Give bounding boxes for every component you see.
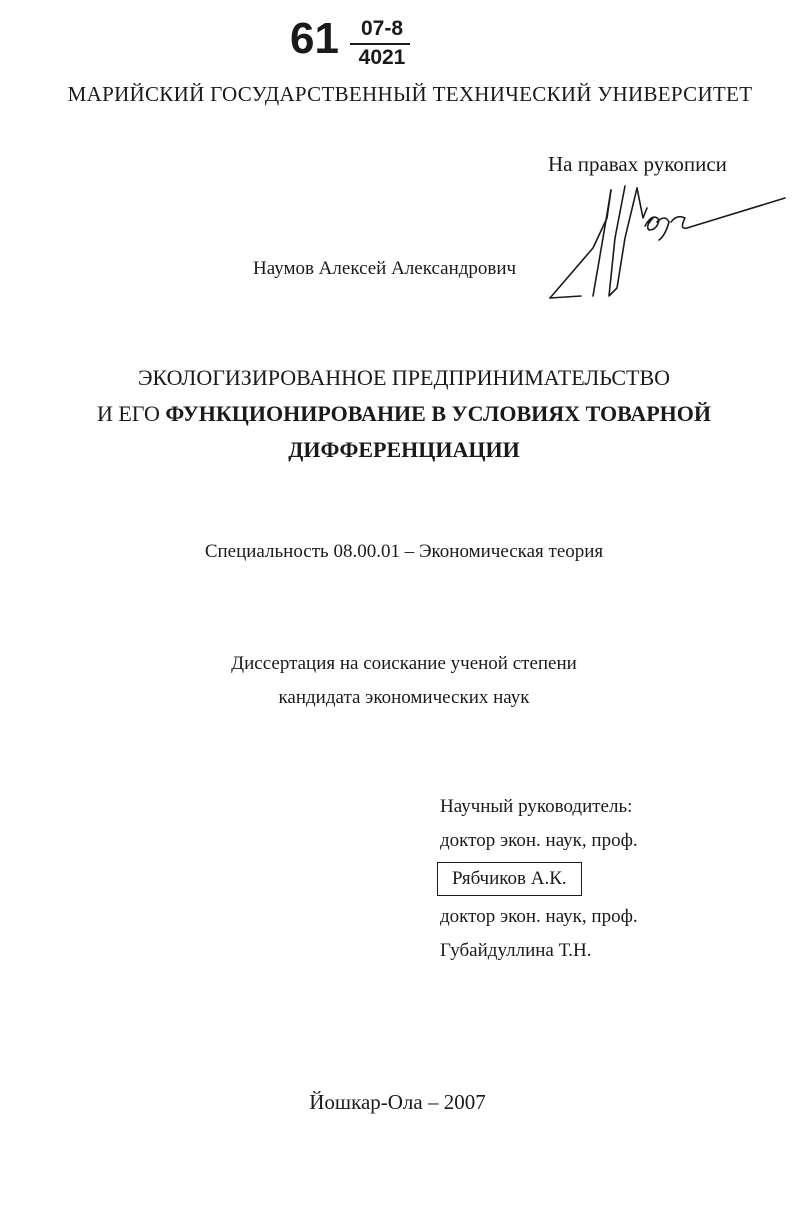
signature-icon <box>545 178 790 303</box>
title-line-3: ДИФФЕРЕНЦИАЦИИ <box>288 437 520 462</box>
library-stamp <box>290 16 420 70</box>
city-year: Йошкар-Ола – 2007 <box>309 1090 486 1114</box>
rights-note: На правах рукописи <box>548 152 727 176</box>
stamp-number: 61 <box>290 14 339 63</box>
stamp-lower: 4021 <box>358 46 406 69</box>
degree-line-2: кандидата экономических наук <box>278 687 530 708</box>
dissertation-title <box>0 360 795 468</box>
advisor-name-1: Рябчиков А.К. <box>437 862 582 896</box>
stamp-upper: 07-8 <box>360 17 404 40</box>
author-name: Наумов Алексей Александрович <box>253 258 517 279</box>
advisor-degree-1: доктор экон. наук, проф. <box>440 830 638 851</box>
degree-statement <box>0 647 795 715</box>
title-line-1: ЭКОЛОГИЗИРОВАННОЕ ПРЕДПРИНИМАТЕЛЬСТВО <box>137 365 671 390</box>
advisor-heading: Научный руководитель: <box>440 796 633 817</box>
specialty: Специальность 08.00.01 – Экономическая теория <box>204 541 604 562</box>
advisor-block <box>440 790 638 968</box>
degree-line-1: Диссертация на соискание ученой степени <box>231 653 577 674</box>
university-name: МАРИЙСКИЙ ГОСУДАРСТВЕННЫЙ ТЕХНИЧЕСКИЙ УНИВЕРСИТЕТ <box>67 82 753 106</box>
advisor-degree-2: доктор экон. наук, проф. <box>440 906 638 927</box>
title-line-2 <box>0 396 795 432</box>
title-line-2-plain: И ЕГО <box>96 401 166 426</box>
title-line-2-bold: ФУНКЦИОНИРОВАНИЕ В УСЛОВИЯХ ТОВАРНОЙ <box>165 401 712 426</box>
advisor-name-2: Губайдуллина Т.Н. <box>440 940 592 961</box>
stamp-fraction-line <box>350 43 410 45</box>
